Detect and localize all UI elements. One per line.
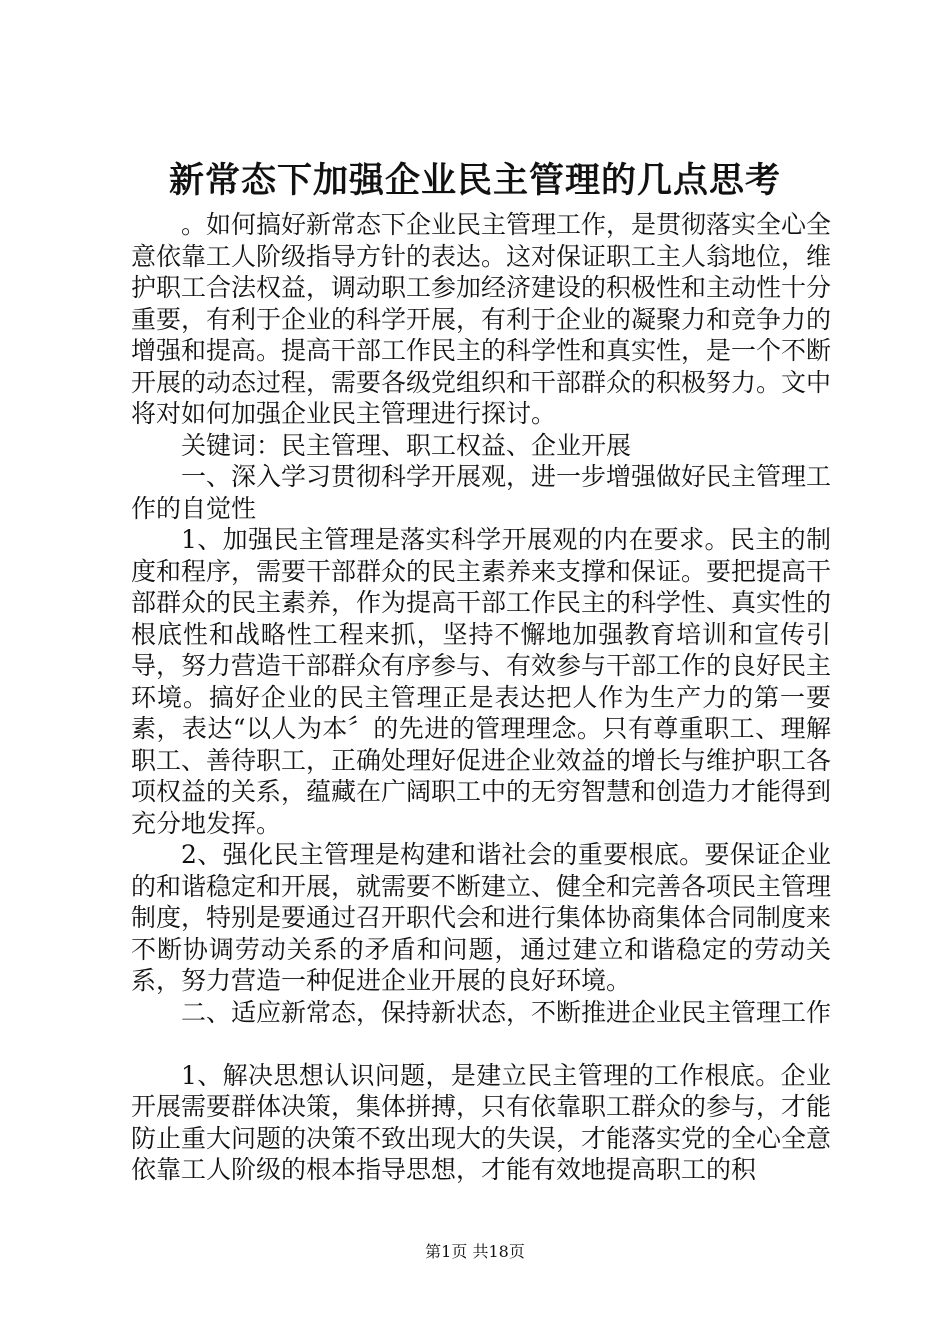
- body-paragraph: 1、解决思想认识问题，是建立民主管理的工作根底。企业开展需要群体决策，集体拼搏，只有依靠职工群众的参与，才能防止重大问题的决策不致出现大的失误，才能落实党的全心全意依靠工人阶级的根本指导思想，才能有效地提高职工的积: [131, 1060, 832, 1184]
- page-total: 共18页: [472, 1242, 525, 1261]
- document-title: 新常态下加强企业民主管理的几点思考: [168, 160, 781, 201]
- body-paragraph: 1、加强民主管理是落实科学开展观的内在要求。民主的制度和程序，需要干部群众的民主素养来支撑和保证。要把提高干部群众的民主素养，作为提高干部工作民主的科学性、真实性的根底性和战略性工程来抓，坚持不懈地加强教育培训和宣传引导，努力营造干部群众有序参与、有效参与干部工作的良好民主环境。搞好企业的民主管理正是表达把人作为生产力的第一要素，表达“以人为本〞的先进的管理理念。只有尊重职工、理解职工、善待职工，正确处理好促进企业效益的增长与维护职工各项权益的关系，蕴藏在广阔职工中的无穷智慧和创造力才能得到充分地发挥。: [131, 525, 832, 838]
- page-footer: [0, 1242, 950, 1262]
- section-heading-2: 二、适应新常态，保持新状态，不断推进企业民主管理工作: [181, 997, 832, 1027]
- document-body: [131, 209, 831, 1186]
- keywords-line: 关键词：民主管理、职工权益、企业开展: [181, 430, 632, 460]
- page-number: 第1页: [425, 1242, 468, 1261]
- blank-line: [131, 1028, 831, 1060]
- body-paragraph: 2、强化民主管理是构建和谐社会的重要根底。要保证企业的和谐稳定和开展，就需要不断建立、健全和完善各项民主管理制度，特别是要通过召开职代会和进行集体协商集体合同制度来不断协调劳动关系的矛盾和问题，通过建立和谐稳定的劳动关系，努力营造一种促进企业开展的良好环境。: [131, 840, 832, 995]
- intro-paragraph: 。如何搞好新常态下企业民主管理工作，是贯彻落实全心全意依靠工人阶级指导方针的表达。这对保证职工主人翁地位，维护职工合法权益，调动职工参加经济建设的积极性和主动性十分重要，有利于企业的科学开展，有利于企业的凝聚力和竞争力的增强和提高。提高干部工作民主的科学性和真实性，是一个不断开展的动态过程，需要各级党组织和干部群众的积极努力。文中将对如何加强企业民主管理进行探讨。: [131, 210, 832, 428]
- section-heading-1: 一、深入学习贯彻科学开展观，进一步增强做好民主管理工作的自觉性: [131, 462, 832, 523]
